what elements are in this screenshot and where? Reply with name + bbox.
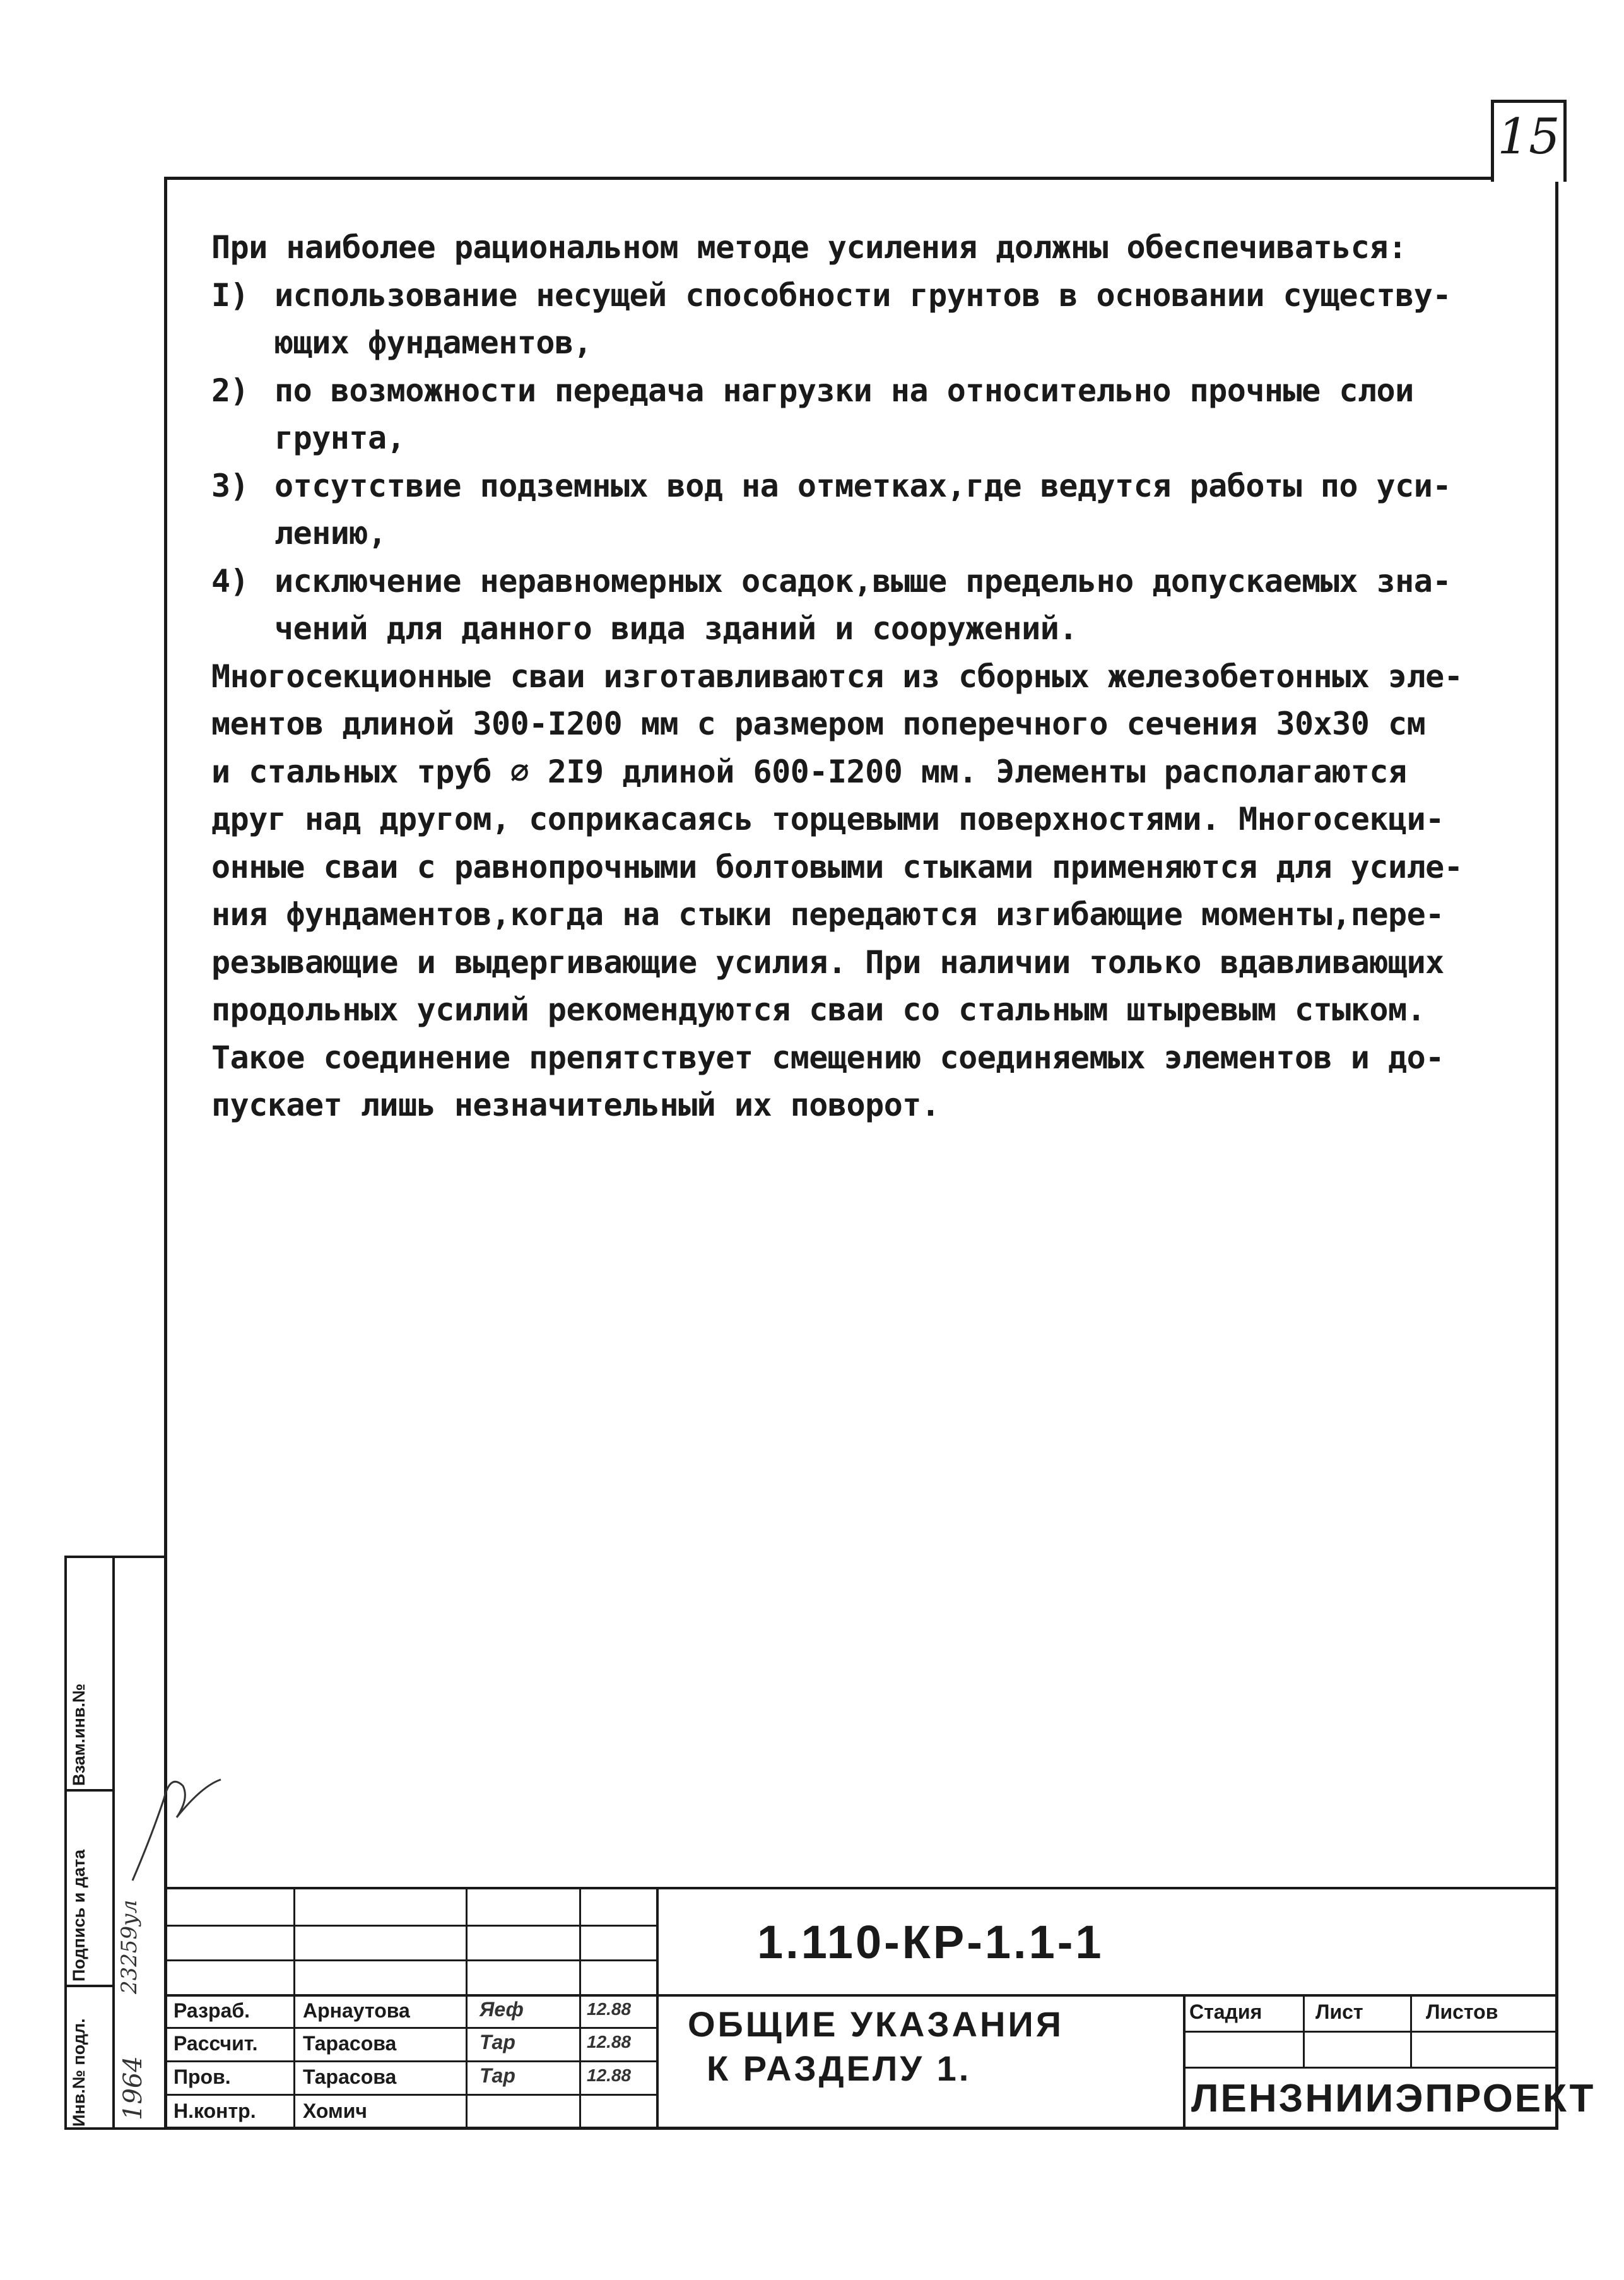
list-item-4-cont: чений для данного вида зданий и сооружений. [274, 610, 1078, 647]
tb-row-line [164, 2027, 656, 2029]
tb-row-line [164, 1994, 1558, 1997]
list-item-3-cont: лению, [274, 515, 387, 552]
list-item-3: 3) отсутствие подземных вод на отметках,где ведутся работы по уси- [211, 467, 1451, 504]
document-title-line2: К РАЗДЕЛУ 1. [707, 2048, 972, 2088]
paragraph-line: друг над другом, соприкасаясь торцевыми поверхностями. Многосекци- [211, 801, 1444, 837]
paragraph-line: пускает лишь незначительный их поворот. [211, 1087, 940, 1123]
list-item-4: 4) исключение неравномерных осадок,выше предельно допускаемых зна- [211, 562, 1451, 600]
signature: Тар [480, 2064, 515, 2087]
list-item-2-cont: грунта, [274, 420, 406, 456]
tb-col-line [656, 1887, 659, 2130]
document-code: 1.110-КР-1.1-1 [757, 1916, 1104, 1968]
tb-row-line [1183, 2067, 1558, 2069]
page-number: 15 [1497, 109, 1560, 165]
signature: Яеф [480, 1998, 524, 2021]
tb-row-line [164, 2094, 656, 2096]
title-block-top-line [164, 1887, 1558, 1889]
body-text [211, 224, 1517, 1130]
organization-name: ЛЕНЗНИИЭПРОЕКТ [1191, 2077, 1596, 2120]
original-inv-value: 1964 [119, 2056, 148, 2120]
paragraph-line: Многосекционные сваи изготавливаются из сборных железобетонных эле- [211, 658, 1463, 695]
tb-col-line [579, 1887, 581, 2130]
paragraph-line: и стальных труб ⌀ 2I9 длиной 600-I200 мм. Элементы располагаются [211, 753, 1407, 790]
tb-row-line [164, 1925, 656, 1927]
stage-label: Стадия [1189, 2000, 1262, 2023]
role-label: Рассчит. [174, 2032, 258, 2055]
sign-date: 12.88 [587, 2065, 632, 2085]
original-inv-label: Инв.№ подл. [69, 2018, 88, 2127]
tb-col-line [293, 1887, 295, 2130]
paragraph-line: резывающие и выдергивающие усилия. При наличии только вдавливающих [211, 943, 1444, 981]
list-item-1: I) использование несущей способности грунтов в основании существу- [211, 276, 1451, 314]
paragraph-line: Такое соединение препятствует смещению соединяемых элементов и до- [211, 1039, 1444, 1076]
paragraph-line: ментов длиной 300-I200 мм с размером поперечного сечения 30х30 см [211, 706, 1426, 742]
person-name: Арнаутова [303, 1999, 410, 2022]
replaced-inv-label: Взам.инв.№ [69, 1683, 88, 1786]
list-item-2: 2) по возможности передача нагрузки на относительно прочные слои [211, 372, 1414, 409]
sidebar-signature-scribble [126, 1761, 227, 1887]
signature-date-value: 23259ул [117, 1899, 142, 1994]
sheets-count-label: Листов [1426, 2000, 1498, 2023]
signature-date-label: Подпись и дата [69, 1849, 88, 1982]
tb-col-line [1183, 1994, 1186, 2130]
intro-line: При наиболее рациональном методе усиления должны обеспечиваться: [211, 229, 1407, 266]
role-label: Пров. [174, 2065, 231, 2088]
role-label: Н.контр. [174, 2100, 256, 2122]
paragraph-line: ния фундаментов,когда на стыки передаются изгибающие моменты,пере- [211, 896, 1444, 933]
tb-row-line [1183, 2031, 1558, 2033]
role-label: Разраб. [174, 1999, 250, 2022]
tb-col-line [1303, 1994, 1305, 2067]
tb-col-line [1410, 1994, 1412, 2067]
sign-date: 12.88 [587, 2032, 632, 2052]
tb-row-line [164, 2060, 656, 2062]
paragraph-line: продольных усилий рекомендуются сваи со стальным штыревым стыком. [211, 991, 1426, 1028]
person-name: Хомич [303, 2100, 367, 2122]
sign-date: 12.88 [587, 1999, 632, 2019]
person-name: Тарасова [303, 2065, 397, 2088]
signature: Тар [480, 2031, 515, 2053]
paragraph-line: онные сваи с равнопрочными болтовыми стыками применяются для усиле- [211, 848, 1463, 885]
sheet-label: Лист [1315, 2000, 1363, 2023]
tb-col-line [466, 1887, 468, 2130]
person-name: Тарасова [303, 2032, 397, 2055]
tb-row-line [164, 1959, 656, 1961]
list-item-1-cont: ющих фундаментов, [274, 324, 592, 361]
document-title-line1: ОБЩИЕ УКАЗАНИЯ [688, 2004, 1064, 2044]
